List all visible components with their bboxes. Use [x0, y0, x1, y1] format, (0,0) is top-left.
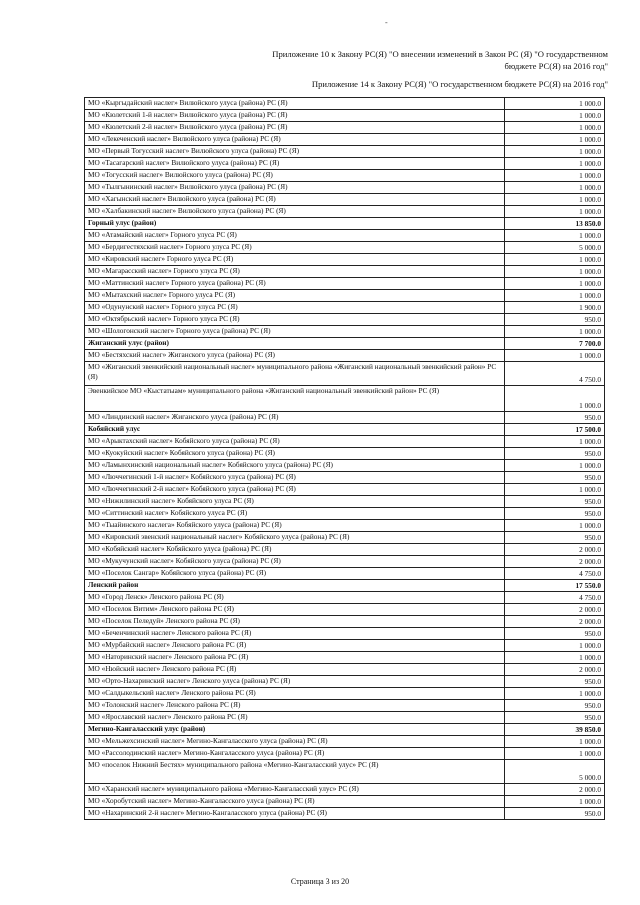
table-row [85, 194, 605, 206]
municipality-name-cell: МО «Шологонский наслег» Горного улуса (района) РС (Я) [85, 326, 505, 338]
table-row [85, 640, 605, 652]
amount-cell: 1 000.0 [505, 460, 605, 472]
amount-cell: 950.0 [505, 532, 605, 544]
table-row [85, 110, 605, 122]
municipality-name-cell: МО «Ярославский наслег» Ленского района РС (Я) [85, 712, 505, 724]
amount-cell: 2 000.0 [505, 664, 605, 676]
amount-cell: 950.0 [505, 496, 605, 508]
table-row [85, 98, 605, 110]
table-row [85, 362, 605, 386]
table-row [85, 532, 605, 544]
municipality-name-cell: МО «Нахаринский 2-й наслег» Мегино-Кангаласского улуса (района) РС (Я) [85, 808, 505, 820]
municipality-name-cell: МО «Атамайский наслег» Горного улуса РС (Я) [85, 230, 505, 242]
table-row [85, 784, 605, 796]
amount-cell: 950.0 [505, 412, 605, 424]
section-row [85, 580, 605, 592]
table-row [85, 484, 605, 496]
amount-cell: 1 000.0 [505, 170, 605, 182]
municipality-name-cell: МО «поселок Нижний Бестях» муниципального района «Мегино-Кангаласский улус» РС (Я) [85, 760, 505, 784]
amount-cell: 1 000.0 [505, 146, 605, 158]
municipality-name-cell: МО «Бердигестяхский наслег» Горного улуса РС (Я) [85, 242, 505, 254]
amount-cell: 2 000.0 [505, 784, 605, 796]
table-row [85, 736, 605, 748]
municipality-name-cell: МО «Толонский наслег» Ленского района РС (Я) [85, 700, 505, 712]
table-row [85, 664, 605, 676]
municipality-name-cell: МО «Хагынский наслег» Вилюйского улуса (района) РС (Я) [85, 194, 505, 206]
municipality-name-cell: МО «Линдинский наслег» Жиганского улуса (района) РС (Я) [85, 412, 505, 424]
amount-cell: 1 000.0 [505, 436, 605, 448]
municipality-name-cell: МО «Тылгынинский наслег» Вилюйского улуса (района) РС (Я) [85, 182, 505, 194]
table-row [85, 170, 605, 182]
municipality-name-cell: МО «Бестяхский наслег» Жиганского улуса (района) РС (Я) [85, 350, 505, 362]
amount-cell: 950.0 [505, 508, 605, 520]
amount-cell: 1 000.0 [505, 254, 605, 266]
table-row [85, 748, 605, 760]
municipality-name-cell: МО «Люччегинский 2-й наслег» Кобяйского улуса (района) РС (Я) [85, 484, 505, 496]
municipality-name-cell: МО «Орто-Нахаринский наслег» Ленского улуса (района) РС (Я) [85, 676, 505, 688]
amount-cell: 1 000.0 [505, 796, 605, 808]
municipality-name-cell: МО «Рассолодинский наслег» Мегино-Кангаласского улуса (района) РС (Я) [85, 748, 505, 760]
municipality-name-cell: МО «Маттинский наслег» Горного улуса (района) РС (Я) [85, 278, 505, 290]
amount-cell: 1 000.0 [505, 182, 605, 194]
amount-cell: 1 000.0 [505, 194, 605, 206]
table-row [85, 796, 605, 808]
amount-cell: 1 000.0 [505, 736, 605, 748]
amount-cell: 1 000.0 [505, 326, 605, 338]
municipality-name-cell: МО «Октябрьский наслег» Горного улуса РС (Я) [85, 314, 505, 326]
amount-cell: 4 750.0 [505, 568, 605, 580]
municipality-name-cell: МО «Одунунский наслег» Горного улуса РС (Я) [85, 302, 505, 314]
table-row [85, 808, 605, 820]
amount-cell: 950.0 [505, 808, 605, 820]
section-row [85, 218, 605, 230]
amount-cell: 5 000.0 [505, 760, 605, 784]
table-row [85, 676, 605, 688]
amount-cell: 1 000.0 [505, 158, 605, 170]
municipality-name-cell: Эвенкийское МО «Кыстатыам» муниципального района «Жиганский национальный эвенкийский район» РС (Я) [85, 386, 505, 412]
table-row [85, 314, 605, 326]
table-row [85, 712, 605, 724]
table-row [85, 448, 605, 460]
municipality-name-cell: МО «Нюйский наслег» Ленского района РС (Я) [85, 664, 505, 676]
municipality-name-cell: МО «Тогусский наслег» Вилюйского улуса (района) РС (Я) [85, 170, 505, 182]
amount-cell: 950.0 [505, 700, 605, 712]
amount-cell: 2 000.0 [505, 556, 605, 568]
table-row [85, 628, 605, 640]
table-row [85, 122, 605, 134]
table-row [85, 568, 605, 580]
municipality-name-cell: МО «Поселок Витим» Ленского района РС (Я) [85, 604, 505, 616]
amount-cell: 1 000.0 [505, 484, 605, 496]
amount-cell: 1 000.0 [505, 266, 605, 278]
amount-cell: 1 000.0 [505, 278, 605, 290]
table-row [85, 254, 605, 266]
amount-cell: 950.0 [505, 314, 605, 326]
amount-cell: 4 750.0 [505, 362, 605, 386]
amount-cell: 1 900.0 [505, 302, 605, 314]
section-total-cell: 7 700.0 [505, 338, 605, 350]
municipality-name-cell: МО «Лекеченский наслег» Вилюйского улуса (района) РС (Я) [85, 134, 505, 146]
appendix-header-primary: Приложение 10 к Закону РС(Я) "О внесении изменений в Закон РС (Я) "О государственном бюджете РС(Я) на 2016 год" [272, 49, 608, 71]
municipality-name-cell: МО «Поселок Пеледуй» Ленского района РС (Я) [85, 616, 505, 628]
table-row [85, 290, 605, 302]
municipality-name-cell: МО «Тасагарский наслег» Вилюйского улуса (района) РС (Я) [85, 158, 505, 170]
table-row [85, 230, 605, 242]
table-row [85, 206, 605, 218]
section-name-cell: Ленский район [85, 580, 505, 592]
municipality-name-cell: МО «Халбакинский наслег» Вилюйского улуса (района) РС (Я) [85, 206, 505, 218]
table-body [85, 98, 605, 820]
table-row [85, 520, 605, 532]
section-name-cell: Горный улус (район) [85, 218, 505, 230]
municipality-name-cell: МО «Ламынхинский национальный наслег» Кобяйского улуса (района) РС (Я) [85, 460, 505, 472]
municipality-name-cell: МО «Город Ленск» Ленского района РС (Я) [85, 592, 505, 604]
amount-cell: 1 000.0 [505, 748, 605, 760]
section-name-cell: Жиганский улус (район) [85, 338, 505, 350]
table-row [85, 592, 605, 604]
amount-cell: 5 000.0 [505, 242, 605, 254]
amount-cell: 4 750.0 [505, 592, 605, 604]
amount-cell: 2 000.0 [505, 544, 605, 556]
amount-cell: 2 000.0 [505, 604, 605, 616]
table-row [85, 496, 605, 508]
municipality-name-cell: МО «Поселок Сангар» Кобяйского улуса (района) РС (Я) [85, 568, 505, 580]
municipality-name-cell: МО «Харанский наслег» муниципального района «Мегино-Кангаласский улус» РС (Я) [85, 784, 505, 796]
municipality-name-cell: МО «Жиганский эвенкийский национальный наслег» муниципального района «Жиганский национальный эвенкийский район» РС (Я) [85, 362, 505, 386]
municipality-name-cell: МО «Салдыкельский наслег» Ленского района РС (Я) [85, 688, 505, 700]
municipality-name-cell: МО «Арыктахский наслег» Кобяйского улуса (района) РС (Я) [85, 436, 505, 448]
budget-allocation-table [84, 97, 605, 820]
amount-cell: 1 000.0 [505, 134, 605, 146]
municipality-name-cell: МО «Мурбайский наслег» Ленского района РС (Я) [85, 640, 505, 652]
page-number-footer: Страница 3 из 20 [290, 877, 350, 886]
table-row [85, 604, 605, 616]
table-row [85, 266, 605, 278]
table-row [85, 302, 605, 314]
amount-cell: 1 000.0 [505, 290, 605, 302]
amount-cell: 1 000.0 [505, 110, 605, 122]
amount-cell: 1 000.0 [505, 350, 605, 362]
table-row [85, 278, 605, 290]
table-row [85, 134, 605, 146]
municipality-name-cell: МО «Магарасский наслег» Горного улуса РС (Я) [85, 266, 505, 278]
amount-cell: 1 000.0 [505, 520, 605, 532]
municipality-name-cell: МО «Беченчинский наслег» Ленского района РС (Я) [85, 628, 505, 640]
municipality-name-cell: МО «Наторинский наслег» Ленского района РС (Я) [85, 652, 505, 664]
municipality-name-cell: МО «Мытахский наслег» Горного улуса РС (Я) [85, 290, 505, 302]
municipality-name-cell: МО «Нижилинский наслег» Кобяйского улуса РС (Я) [85, 496, 505, 508]
municipality-name-cell: МО «Кировский наслег» Горного улуса РС (Я) [85, 254, 505, 266]
section-name-cell: Мегино-Кангаласский улус (район) [85, 724, 505, 736]
table-row [85, 182, 605, 194]
section-total-cell: 17 550.0 [505, 580, 605, 592]
table-row [85, 472, 605, 484]
amount-cell: 1 000.0 [505, 386, 605, 412]
table-row [85, 556, 605, 568]
municipality-name-cell: МО «Кюлетский 2-й наслег» Вилюйского улуса (района) РС (Я) [85, 122, 505, 134]
section-row [85, 338, 605, 350]
amount-cell: 950.0 [505, 628, 605, 640]
municipality-name-cell: МО «Кировский эвенский национальный наслег» Кобяйского улуса (района) РС (Я) [85, 532, 505, 544]
municipality-name-cell: МО «Первый Тогусский наслег» Вилюйского улуса (района) РС (Я) [85, 146, 505, 158]
top-mark: - [385, 18, 388, 27]
section-row [85, 724, 605, 736]
amount-cell: 950.0 [505, 448, 605, 460]
section-name-cell: Кобяйский улус [85, 424, 505, 436]
amount-cell: 1 000.0 [505, 652, 605, 664]
section-total-cell: 13 850.0 [505, 218, 605, 230]
amount-cell: 950.0 [505, 712, 605, 724]
table-row [85, 242, 605, 254]
table-row [85, 326, 605, 338]
table-row [85, 386, 605, 412]
amount-cell: 1 000.0 [505, 122, 605, 134]
amount-cell: 1 000.0 [505, 640, 605, 652]
table-row [85, 544, 605, 556]
table-row [85, 158, 605, 170]
municipality-name-cell: МО «Тыайинского наслега» Кобяйского улуса (района) РС (Я) [85, 520, 505, 532]
table-row [85, 652, 605, 664]
amount-cell: 950.0 [505, 676, 605, 688]
municipality-name-cell: МО «Кобяйский наслег» Кобяйского улуса (района) РС (Я) [85, 544, 505, 556]
municipality-name-cell: МО «Куокуйский наслег» Кобяйского улуса (района) РС (Я) [85, 448, 505, 460]
municipality-name-cell: МО «Кыргыдайский наслег» Вилюйского улуса (района) РС (Я) [85, 98, 505, 110]
municipality-name-cell: МО «Мельжехсинский наслег» Мегино-Кангаласского улуса (района) РС (Я) [85, 736, 505, 748]
table-row [85, 460, 605, 472]
table-row [85, 412, 605, 424]
section-total-cell: 39 850.0 [505, 724, 605, 736]
amount-cell: 1 000.0 [505, 98, 605, 110]
amount-cell: 1 000.0 [505, 206, 605, 218]
municipality-name-cell: МО «Мукучунский наслег» Кобяйского улуса (района) РС (Я) [85, 556, 505, 568]
table-row [85, 146, 605, 158]
amount-cell: 1 000.0 [505, 230, 605, 242]
amount-cell: 2 000.0 [505, 616, 605, 628]
amount-cell: 950.0 [505, 472, 605, 484]
table-row [85, 350, 605, 362]
section-total-cell: 17 500.0 [505, 424, 605, 436]
table-row [85, 616, 605, 628]
table-row [85, 436, 605, 448]
municipality-name-cell: МО «Ситтинский наслег» Кобяйского улуса РС (Я) [85, 508, 505, 520]
table-row [85, 760, 605, 784]
table-row [85, 688, 605, 700]
table-row [85, 700, 605, 712]
table-row [85, 508, 605, 520]
municipality-name-cell: МО «Хоробутский наслег» Мегино-Кангаласского улуса (района) РС (Я) [85, 796, 505, 808]
appendix-header-secondary: Приложение 14 к Закону РС(Я) "О государственном бюджете РС(Я) на 2016 год" [311, 79, 608, 89]
section-row [85, 424, 605, 436]
municipality-name-cell: МО «Кюлетский 1-й наслег» Вилюйского улуса (района) РС (Я) [85, 110, 505, 122]
amount-cell: 1 000.0 [505, 688, 605, 700]
municipality-name-cell: МО «Люччегинский 1-й наслег» Кобяйского улуса (района) РС (Я) [85, 472, 505, 484]
